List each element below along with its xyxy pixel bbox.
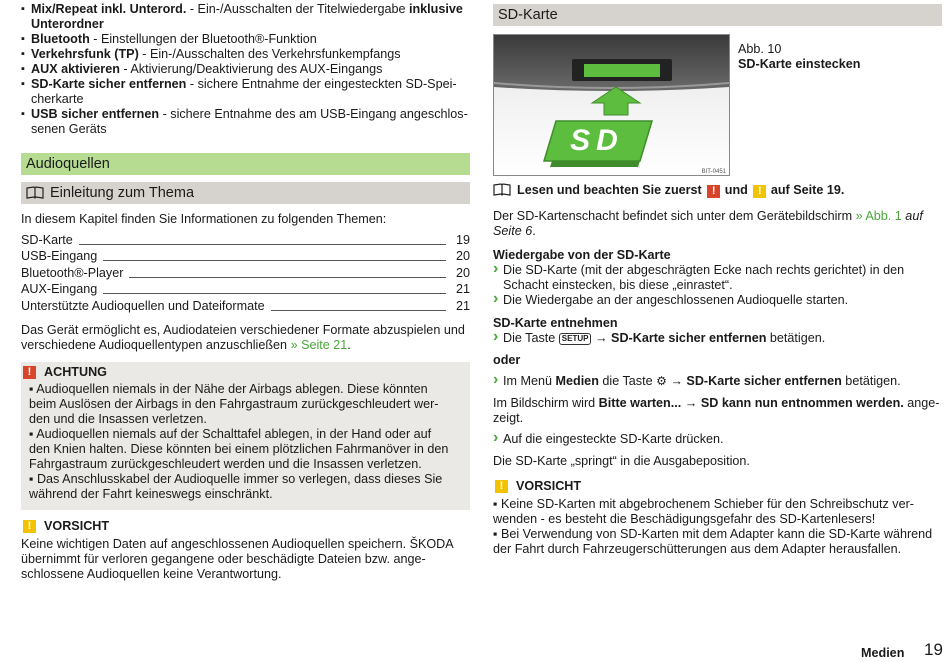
vorsicht-item: ▪ Keine SD-Karten mit abgebrochenem Schieber für den Schreibschutz ver- wenden - es besteht die Beschädigungsgefahr des SD-Kartenlesers! (493, 497, 914, 526)
vorsicht-text-left: Keine wichtigen Daten auf angeschlossenen Audioquellen speichern. ŠKODA übernimmt für verloren gegangene oder beschädigte Dateien bzw. ange- schlossene Audioquellen keine Verantwortung. (21, 537, 454, 581)
intro-text: In diesem Kapitel finden Sie Informationen zu folgenden Themen: (21, 212, 387, 226)
press-step: › Auf die eingesteckte SD-Karte drücken. (493, 432, 724, 447)
caution-exclamation-icon: ! (495, 480, 508, 493)
setup-key-icon: SETUP (559, 333, 592, 345)
play-steps (493, 263, 942, 308)
bullet-aux: ▪ AUX aktivieren - Aktivierung/Deaktivierung des AUX-Eingangs (21, 62, 470, 77)
vorsicht-title-left: ! VORSICHT (21, 517, 470, 535)
warning-exclamation-icon: ! (23, 366, 36, 379)
section-heading-sd-karte: SD-Karte (493, 4, 942, 26)
play-heading: Wiedergabe von der SD-Karte (493, 248, 671, 262)
toc-entry[interactable]: Unterstützte Audioquellen und Dateiformate 21 (21, 298, 470, 313)
figure-code: BIT-0451 (701, 169, 726, 175)
toc (21, 231, 470, 314)
book-icon (493, 183, 511, 196)
sd-card-label: SD (570, 124, 624, 157)
remove-step-menu: › Im Menü Medien die Taste ⚙ → SD-Karte sicher entfernen betätigen. (493, 374, 901, 389)
page-21-link[interactable]: » Seite 21 (290, 338, 348, 352)
play-step: › Die SD-Karte (mit der abgeschrägten Ecke nach rechts gerichtet) in den Schacht einstecken, bis diese „einrastet“. (493, 263, 942, 293)
achtung-item: ▪ Audioquellen niemals in der Nähe der Airbags ablegen. Diese könnten beim Auslösen der Airbags in den Fahrgastraum zurückgeschleudert wer- den und die Insassen verletzen. (29, 382, 439, 426)
oder-text: oder (493, 353, 521, 367)
toc-entry[interactable]: Bluetooth®-Player 20 (21, 265, 470, 280)
toc-entry[interactable]: AUX-Eingang 21 (21, 282, 470, 296)
settings-bullet-list (21, 2, 470, 137)
bullet-bluetooth: ▪ Bluetooth - Einstellungen der Bluetooth®-Funktion (21, 32, 470, 47)
remove-heading: SD-Karte entnehmen (493, 316, 618, 330)
achtung-item: ▪ Audioquellen niemals auf der Schalttafel ablegen, in der Hand oder auf den Knien halten. Diese könnten bei einem plötzlichen Fahrmanöver in den Fahrgastraum zurückgeschleudert werden und die Insassen verletzen. (29, 427, 449, 471)
page-number: 19 (924, 640, 943, 659)
book-icon (26, 186, 44, 199)
spring-text: Die SD-Karte „springt“ in die Ausgabeposition. (493, 454, 750, 468)
bullet-sd-remove: ▪ SD-Karte sicher entfernen - sichere Entnahme der eingesteckten SD-Spei- cherkarte (21, 77, 470, 107)
bullet-mix-repeat: ▪ Mix/Repeat inkl. Unterord. - Ein-/Ausschalten der Titelwiedergabe inklusive Unterordner (21, 2, 470, 32)
intro-heading (21, 182, 470, 204)
vorsicht-title-right: ! VORSICHT (493, 477, 942, 495)
toc-entry[interactable]: USB-Eingang 20 (21, 249, 470, 263)
section-heading-audioquellen: Audioquellen (21, 153, 470, 175)
formats-text: Das Gerät ermöglicht es, Audiodateien verschiedener Formate abzuspielen und verschiedene Audioquellentypen anzuschließen » Seite 21. (21, 323, 465, 352)
achtung-item: ▪ Das Anschlusskabel der Audioquelle immer so verlegen, dass dieses Sie während der Fahrt keineswegs einschränkt. (29, 472, 443, 501)
slot-location-text: Der SD-Kartenschacht befindet sich unter dem Gerätebildschirm » Abb. 1 auf Seite 6. (493, 209, 923, 238)
figure-sd-insert (493, 34, 730, 176)
read-note: Lesen und beachten Sie zuerst ! und ! auf Seite 19. (493, 183, 844, 198)
screen-message-text: Im Bildschirm wird Bitte warten... → SD kann nun entnommen werden. ange- zeigt. (493, 396, 940, 425)
remove-step-setup: › Die Taste SETUP → SD-Karte sicher entfernen betätigen. (493, 331, 825, 346)
achtung-title: ! ACHTUNG (21, 363, 470, 381)
caution-exclamation-icon: ! (753, 185, 766, 198)
intro-heading-label: Einleitung zum Thema (50, 185, 195, 201)
vorsicht-item: ▪ Bei Verwendung von SD-Karten mit dem Adapter kann die SD-Karte während der Fahrt durch Fahrzeugerschütterungen aus dem Adapter herausfallen. (493, 527, 933, 556)
figure-label: Abb. 10 (738, 42, 782, 56)
figure-caption-text: SD-Karte einstecken (738, 57, 861, 71)
play-step: › Die Wiedergabe an der angeschlossenen Audioquelle starten. (493, 293, 942, 308)
caution-exclamation-icon: ! (23, 520, 36, 533)
figure-1-link[interactable]: » Abb. 1 (855, 209, 902, 223)
figure-caption (738, 42, 861, 72)
warning-exclamation-icon: ! (707, 185, 720, 198)
sd-card-illustration (494, 35, 729, 175)
footer-chapter: Medien (861, 646, 905, 660)
bullet-traffic: ▪ Verkehrsfunk (TP) - Ein-/Ausschalten des Verkehrsfunkempfangs (21, 47, 470, 62)
gear-icon: ⚙ (656, 374, 667, 388)
vorsicht-box-left (21, 517, 470, 582)
toc-entry[interactable]: SD-Karte 19 (21, 232, 470, 247)
vorsicht-box-right (493, 477, 942, 557)
achtung-box (21, 362, 470, 510)
bullet-usb-remove: ▪ USB sicher entfernen - sichere Entnahme des am USB-Eingang angeschlos- senen Geräts (21, 107, 470, 137)
